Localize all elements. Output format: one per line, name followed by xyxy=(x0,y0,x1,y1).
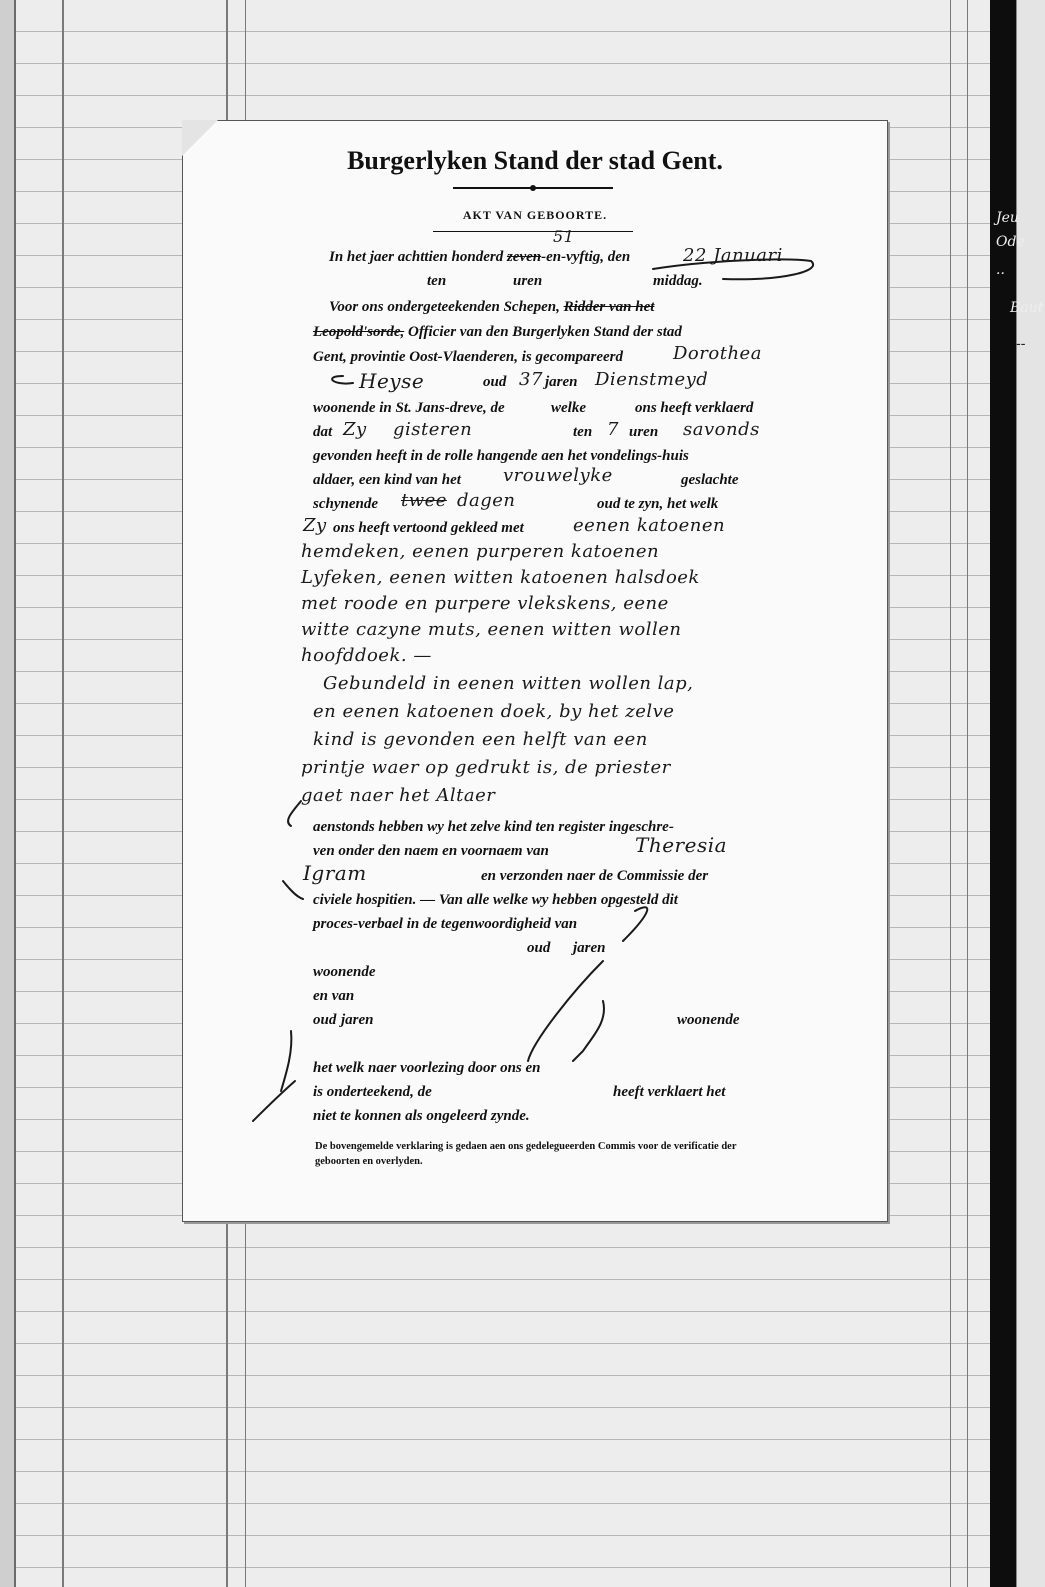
printed-text: jaren xyxy=(341,1012,374,1028)
handwritten-clothing: printje waer op gedrukt is, de priester xyxy=(301,757,671,778)
handwritten-days: dagen xyxy=(457,490,516,511)
printed-text: niet te konnen als ongeleerd zynde. xyxy=(313,1108,530,1124)
printed-text: Officier van den Burgerlyken Stand der stad xyxy=(408,324,682,340)
handwritten-hour: 7 xyxy=(607,419,619,440)
printed-text: heeft verklaert het xyxy=(613,1084,726,1100)
handwritten-time-of-day: savonds xyxy=(683,419,760,440)
printed-text: ten xyxy=(573,424,593,440)
printed-text: jaren xyxy=(573,940,606,956)
pen-flourish xyxy=(283,881,303,899)
printed-text: uren xyxy=(513,273,543,289)
handwritten-pronoun: Zy xyxy=(343,419,367,440)
handwritten-child-last-name: Igram xyxy=(303,861,367,885)
printed-text: jaren xyxy=(545,374,578,390)
printed-text: aenstonds hebben wy het zelve kind ten register ingeschre- xyxy=(313,819,674,835)
struck-text: Ridder van het xyxy=(563,299,655,315)
handwritten-sex: vrouwelyke xyxy=(503,465,613,486)
printed-text: ven onder den naem en voornaem van xyxy=(313,843,549,859)
ledger-column-line xyxy=(967,0,968,1587)
printed-text: proces-verbael in de tegenwoordigheid van xyxy=(313,916,578,932)
handwritten-occupation: Dienstmeyd xyxy=(595,369,709,390)
signature-stroke xyxy=(573,1001,604,1061)
signature-stroke xyxy=(281,1031,291,1091)
birth-certificate-form xyxy=(182,120,888,1222)
printed-text: civiele hospitien. — Van alle welke wy hebben opgesteld dit xyxy=(313,892,678,908)
printed-text: en van xyxy=(313,988,355,1004)
printed-text: uren xyxy=(629,424,659,440)
handwritten-date: 22 Januari xyxy=(683,245,783,266)
printed-text: en verzonden naer de Commissie der xyxy=(481,868,709,884)
handwritten-clothing: kind is gevonden een helft van een xyxy=(313,729,648,750)
printed-text: ten xyxy=(427,273,447,289)
printed-text: oud xyxy=(313,1012,337,1028)
document-subtitle: AKT VAN GEBOORTE. xyxy=(462,208,608,222)
handwritten-age: 37 xyxy=(519,369,543,390)
signature-stroke xyxy=(528,961,603,1061)
printed-text: is onderteekend, de xyxy=(313,1084,432,1100)
handwritten-clothing: hemdeken, eenen purperen katoenen xyxy=(301,541,660,562)
signature-stroke xyxy=(253,1081,295,1121)
handwritten-clothing: Gebundeld in eenen witten wollen lap, xyxy=(323,673,694,694)
handwritten-clothing: gaet naer het Altaer xyxy=(301,785,496,806)
printed-text: oud te zyn, het welk xyxy=(597,496,719,512)
date-flourish xyxy=(653,259,813,279)
facing-page-text: Jeu xyxy=(996,210,1019,226)
printed-text: woonende in St. Jans-dreve, de xyxy=(313,400,505,416)
handwritten-child-first-name: Theresia xyxy=(635,833,728,857)
verification-note: De bovengemelde verklaring is gedaen aen ons gedelegueerden Commis voor de verificatie der geboorten en overlyden. xyxy=(315,1141,737,1167)
printed-text: ons heeft verklaerd xyxy=(635,400,754,416)
printed-text: Voor ons ondergeteekenden Schepen, xyxy=(329,299,560,315)
sheet-folded-corner xyxy=(182,120,218,156)
facing-page-text: Ode xyxy=(996,234,1025,250)
handwritten-day: gisteren xyxy=(393,419,473,440)
facing-page-text: ·· xyxy=(996,266,1005,282)
printed-text: oud xyxy=(527,940,551,956)
handwritten-struck-days: twee xyxy=(401,490,447,511)
printed-text: woonende xyxy=(677,1012,740,1028)
printed-text: gevonden heeft in de rolle hangende aen het vondelings-huis xyxy=(313,448,689,464)
printed-text: het welk naer voorlezing door ons en xyxy=(313,1060,541,1076)
printed-text: geslachte xyxy=(681,472,739,488)
printed-text: ons heeft vertoond gekleed met xyxy=(333,520,524,536)
printed-text: middag. xyxy=(653,273,703,289)
printed-text: aldaer, een kind van het xyxy=(313,472,461,488)
handwritten-clothing: en eenen katoenen doek, by het zelve xyxy=(313,701,675,722)
handwritten-year: 51 xyxy=(553,227,575,246)
signature-strokes xyxy=(183,121,887,1221)
printed-text: schynende xyxy=(313,496,378,512)
printed-text: oud xyxy=(483,374,507,390)
signature-stroke xyxy=(623,907,647,941)
pen-flourish xyxy=(332,376,353,384)
ledger-left-edge xyxy=(0,0,16,1587)
handwritten-clothing: eenen katoenen xyxy=(573,515,726,536)
facing-page-text: Baut xyxy=(1010,300,1044,316)
handwritten-clothing: met roode en purpere vlekskens, eene xyxy=(301,593,669,614)
printed-text: welke xyxy=(551,400,586,416)
handwritten-clothing: hoofddoek. — xyxy=(301,645,432,666)
facing-page-text: -- xyxy=(1016,336,1026,352)
handwritten-clothing: witte cazyne muts, eenen witten wollen xyxy=(301,619,682,640)
ledger-column-line xyxy=(950,0,951,1587)
pen-flourish xyxy=(288,801,301,826)
struck-text: Leopold'sorde, xyxy=(313,324,405,340)
ledger-margin-line xyxy=(62,0,64,1587)
handwritten-clothing: Lyfeken, eenen witten katoenen halsdoek xyxy=(301,567,700,588)
handwritten-first-name: Dorothea xyxy=(673,343,762,364)
printed-text: -en-vyftig, den xyxy=(541,249,631,265)
printed-text: Gent, provintie Oost-Vlaenderen, is gecompareerd xyxy=(313,349,623,365)
document-title: Burgerlyken Stand der stad Gent. xyxy=(347,146,723,175)
printed-text: In het jaer achttien honderd xyxy=(329,249,504,265)
handwritten-pronoun: Zy xyxy=(303,515,327,536)
handwritten-last-name: Heyse xyxy=(359,369,425,393)
struck-text: zeven xyxy=(506,249,542,265)
printed-text: dat xyxy=(313,424,333,440)
printed-text: woonende xyxy=(313,964,376,980)
